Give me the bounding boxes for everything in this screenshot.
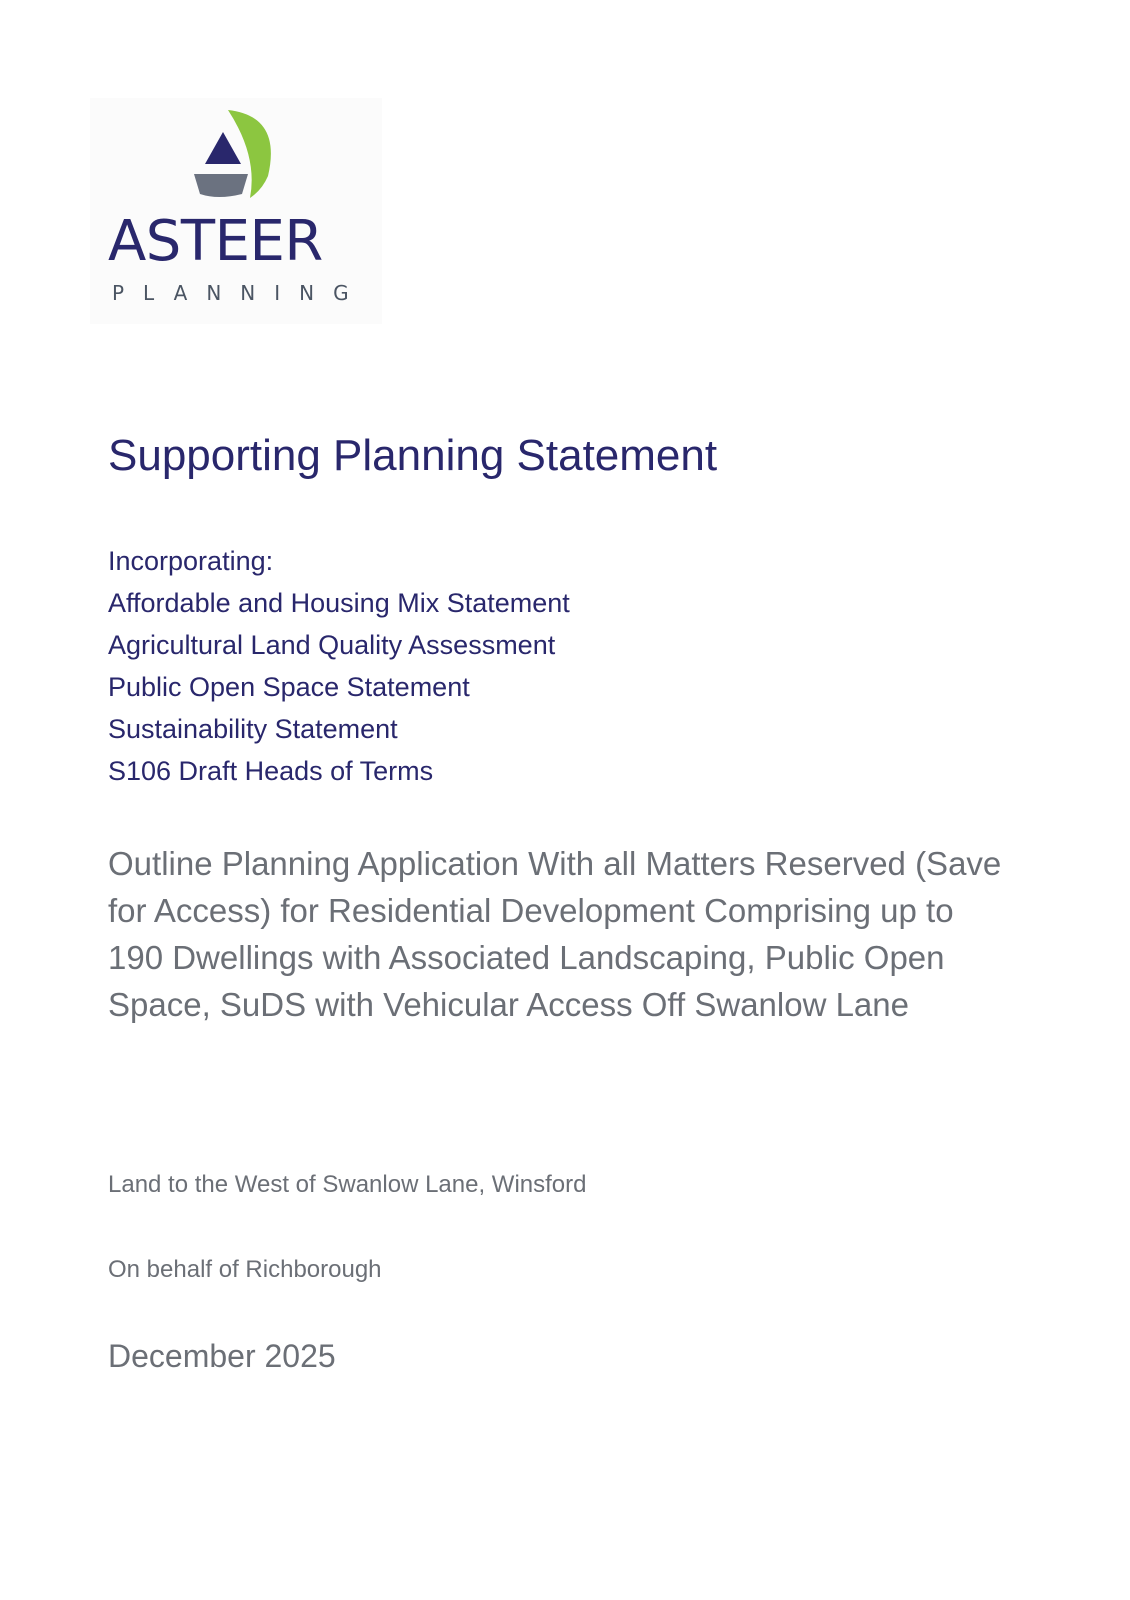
application-description: Outline Planning Application With all Matters Reserved (Save for Access) for Residential Development Comprising up to 190 Dwellings with Associated Landscaping, Public Open Space, SuDS with Vehicular Access Off Swanlow Lane xyxy=(108,845,1002,1023)
list-item: Agricultural Land Quality Assessment xyxy=(108,630,556,660)
asteer-planning-logo xyxy=(90,98,382,324)
logo-tagline: PLANNING xyxy=(112,281,368,305)
incorporating-list xyxy=(108,540,570,792)
list-item: Affordable and Housing Mix Statement xyxy=(108,588,570,618)
list-item: S106 Draft Heads of Terms xyxy=(108,756,434,786)
document-title: Supporting Planning Statement xyxy=(108,431,718,480)
site-location: Land to the West of Swanlow Lane, Winsford xyxy=(108,1171,587,1198)
incorporating-heading: Incorporating: xyxy=(108,546,274,576)
list-item: Sustainability Statement xyxy=(108,714,398,744)
document-date: December 2025 xyxy=(108,1338,336,1374)
list-item: Public Open Space Statement xyxy=(108,672,470,702)
client-line: On behalf of Richborough xyxy=(108,1256,382,1283)
logo-wordmark: ASTEER xyxy=(108,209,323,274)
